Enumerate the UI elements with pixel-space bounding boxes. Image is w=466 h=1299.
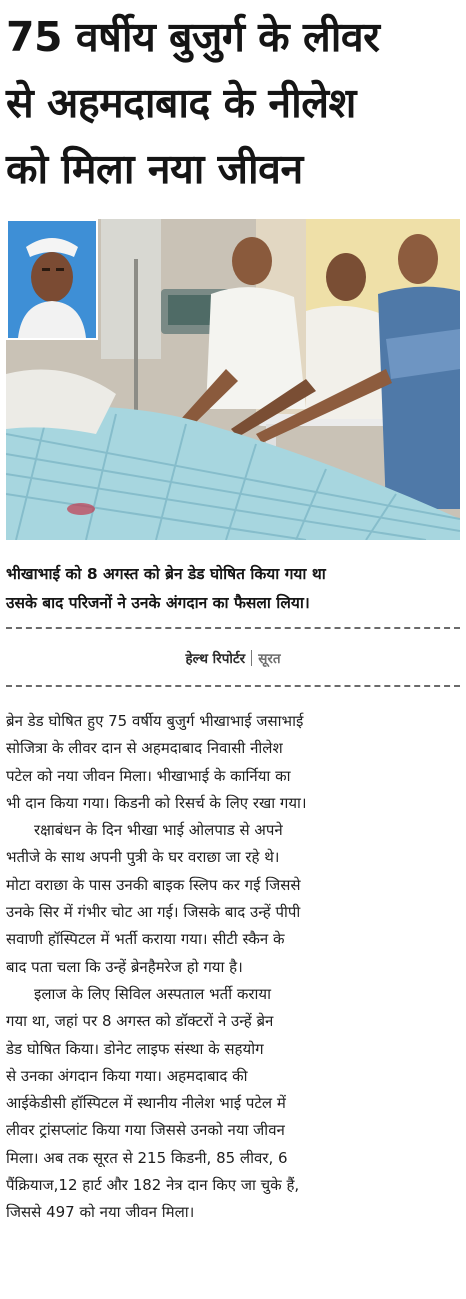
headline: [6, 4, 462, 202]
body-line: जिससे 497 को नया जीवन मिला।: [6, 1203, 195, 1222]
body-line: लीवर ट्रांसप्लांट किया गया जिससे उनको नया जीवन: [6, 1121, 285, 1140]
byline-separator: [251, 650, 252, 666]
caption-divider: [6, 627, 460, 629]
body-line: भी दान किया गया। किडनी को रिसर्च के लिए रखा गया।: [6, 793, 307, 812]
body-line: उनके सिर में गंभीर चोट आ गई। जिसके बाद उन्हें पीपी: [6, 903, 301, 922]
headline-line: से अहमदाबाद के नीलेश: [6, 79, 356, 127]
body-line: डेड घोषित किया। डोनेट लाइफ संस्था के सहयोग: [6, 1039, 264, 1058]
deceased-portrait-inset: [6, 219, 98, 340]
body-line: रक्षाबंधन के दिन भीखा भाई ओलपाड से अपने: [34, 821, 283, 840]
body-line: से उनका अंगदान किया गया। अहमदाबाद की: [6, 1066, 248, 1085]
body-line: सवाणी हॉस्पिटल में भर्ती कराया गया। सीटी स्कैन के: [6, 930, 285, 949]
caption-line: उसके बाद परिजनों ने उनके अंगदान का फैसला लिया।: [6, 594, 310, 612]
body-line: सोजित्रा के लीवर दान से अहमदाबाद निवासी नीलेश: [6, 739, 283, 758]
body-line: आईकेडीसी हॉस्पिटल में स्थानीय नीलेश भाई पटेल में: [6, 1094, 286, 1113]
portrait-illustration: [8, 221, 96, 338]
body-line: भतीजे के साथ अपनी पुत्री के घर वराछा जा रहे थे।: [6, 848, 280, 867]
byline-divider: [6, 685, 460, 687]
dateline-city: सूरत: [258, 651, 281, 667]
body-line: बाद पता चला कि उन्हें ब्रेनहैमरेज हो गया है।: [6, 957, 243, 976]
photo-caption: [6, 560, 462, 618]
headline-line: 75 वर्षीय बुजुर्ग के लीवर: [6, 13, 380, 61]
body-line: पटेल को नया जीवन मिला। भीखाभाई के कार्निया का: [6, 766, 291, 785]
caption-line: भीखाभाई को 8 अगस्त को ब्रेन डेड घोषित किया गया था: [6, 565, 326, 583]
reporter-label: हेल्थ रिपोर्टर: [185, 651, 246, 667]
body-line: ब्रेन डेड घोषित हुए 75 वर्षीय बुजुर्ग भीखाभाई जसाभाई: [6, 712, 304, 730]
body-line: इलाज के लिए सिविल अस्पताल भर्ती कराया: [34, 984, 271, 1003]
article-body: [6, 708, 462, 1227]
byline: [0, 645, 466, 673]
body-line: मोटा वराछा के पास उनकी बाइक स्लिप कर गई जिससे: [6, 875, 301, 894]
body-line: गया था, जहां पर 8 अगस्त को डॉक्टरों ने उन्हें ब्रेन: [6, 1012, 274, 1031]
headline-line: को मिला नया जीवन: [6, 145, 303, 193]
body-line: मिला। अब तक सूरत से 215 किडनी, 85 लीवर, 6: [6, 1148, 288, 1167]
body-line: पैंक्रियाज,12 हार्ट और 182 नेत्र दान किए जा चुके हैं,: [6, 1176, 300, 1195]
news-photo: [6, 219, 460, 540]
